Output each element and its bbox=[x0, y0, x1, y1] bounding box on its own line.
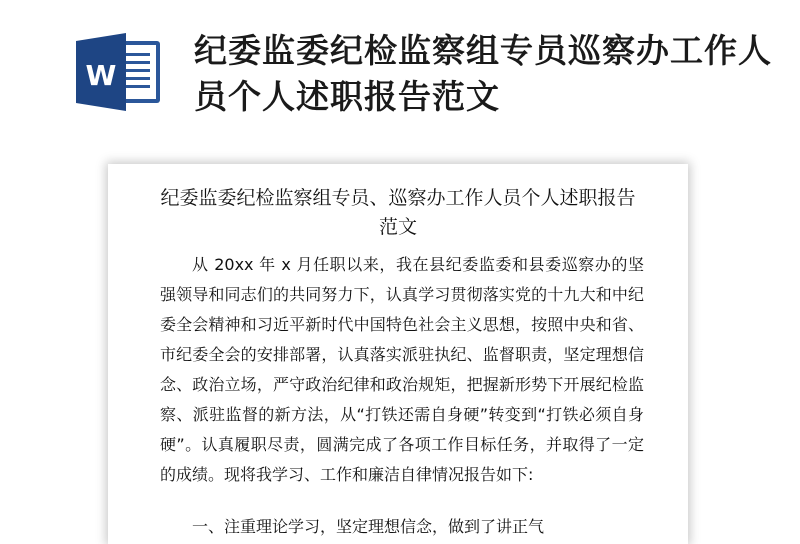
document-paragraph: 从 20xx 年 x 月任职以来，我在县纪委监委和县委巡察办的坚强领导和同志们的共同努力下，认真学习贯彻落实党的十九大和中纪委全会精神和习近平新时代中国特色社会主义思想，按照中央和省、市纪委全会的安排部署，认真落实派驻执纪、监督职责，坚定理想信念、政治立场，严守政治纪律和政治规矩，把握新形势下开展纪检监察、派驻监督的新方法，从“打铁还需自身硬”转变到“打铁必须自身硬”。认真履职尽责，圆满完成了各项工作目标任务，并取得了一定的成绩。现将我学习、工作和廉洁自律情况报告如下: bbox=[160, 255, 644, 484]
word-document-icon bbox=[76, 33, 164, 111]
document-page bbox=[112, 168, 684, 538]
document-title: 纪委监委纪检监察组专员、巡察办工作人员个人述职报告范文 bbox=[160, 187, 636, 238]
svg-text:W: W bbox=[85, 59, 117, 92]
page-title: 纪委监委纪检监察组专员巡察办工作人员个人述职报告范文 bbox=[194, 31, 772, 116]
header bbox=[0, 0, 800, 150]
document-section-heading: 一、注重理论学习，坚定理想信念，做到了讲正气 bbox=[192, 517, 545, 536]
